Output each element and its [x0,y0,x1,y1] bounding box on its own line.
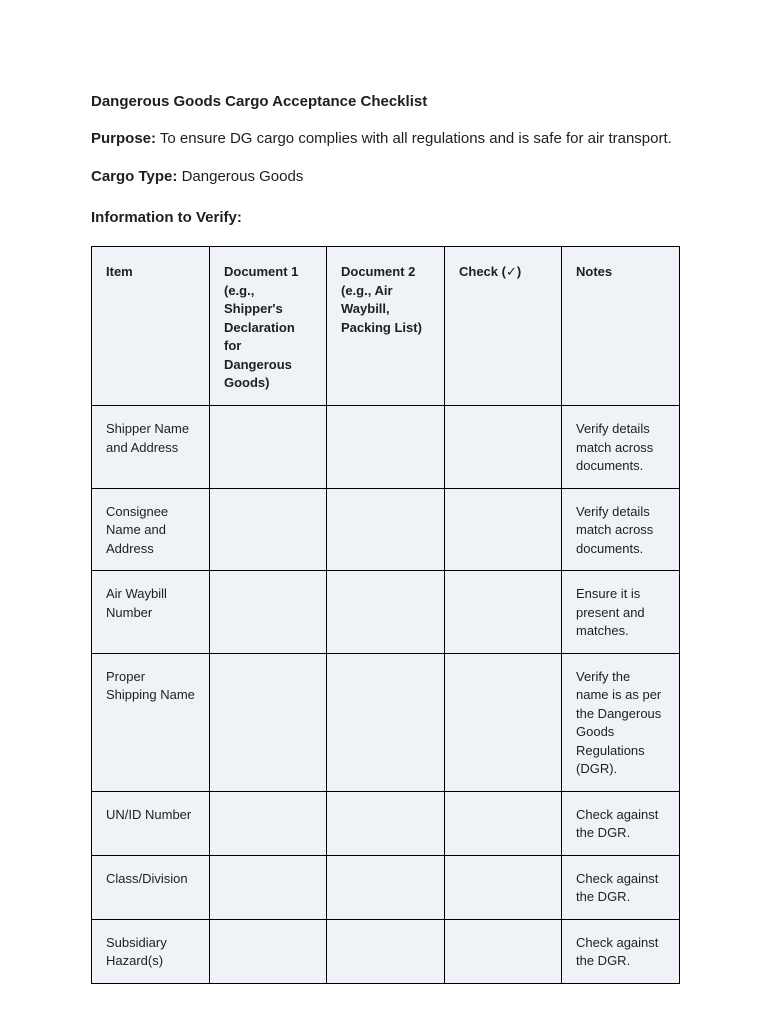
document-1-cell[interactable] [210,855,327,919]
item-cell: Air Waybill Number [92,571,210,654]
purpose-text: To ensure DG cargo complies with all regulations and is safe for air transport. [159,130,672,147]
table-row [92,488,680,571]
notes-cell: Check against the DGR. [562,855,680,919]
document-1-cell[interactable] [210,791,327,855]
notes-cell: Verify details match across documents. [562,406,680,489]
table-row [92,653,680,791]
cargo-type-paragraph [91,166,679,188]
document-1-cell[interactable] [210,406,327,489]
document-page [91,92,679,984]
document-2-cell[interactable] [327,488,445,571]
item-cell: Shipper Name and Address [92,406,210,489]
document-2-cell[interactable] [327,855,445,919]
table-header-row [92,247,680,406]
item-cell: Proper Shipping Name [92,653,210,791]
notes-cell: Ensure it is present and matches. [562,571,680,654]
cargo-type-label: Cargo Type: [91,168,178,185]
document-2-cell[interactable] [327,653,445,791]
item-cell: Class/Division [92,855,210,919]
section-heading: Information to Verify: [91,209,242,226]
item-cell: Consignee Name and Address [92,488,210,571]
table-row [92,791,680,855]
item-cell: Subsidiary Hazard(s) [92,919,210,983]
check-cell[interactable] [445,919,562,983]
check-cell[interactable] [445,406,562,489]
document-2-cell[interactable] [327,919,445,983]
document-1-cell[interactable] [210,488,327,571]
check-cell[interactable] [445,653,562,791]
document-1-cell[interactable] [210,919,327,983]
purpose-label: Purpose: [91,130,157,147]
header-check: Check (✓) [445,247,562,406]
header-document-1: Document 1 (e.g., Shipper's Declaration for Dangerous Goods) [210,247,327,406]
notes-cell: Check against the DGR. [562,791,680,855]
document-2-cell[interactable] [327,571,445,654]
header-notes: Notes [562,247,680,406]
header-item: Item [92,247,210,406]
document-1-cell[interactable] [210,571,327,654]
check-cell[interactable] [445,488,562,571]
table-row [92,571,680,654]
item-cell: UN/ID Number [92,791,210,855]
document-title: Dangerous Goods Cargo Acceptance Checklist [91,93,428,110]
notes-cell: Verify details match across documents. [562,488,680,571]
cargo-type-value: Dangerous Goods [181,168,304,185]
table-body [92,406,680,984]
notes-cell: Verify the name is as per the Dangerous Goods Regulations (DGR). [562,653,680,791]
table-row [92,406,680,489]
document-2-cell[interactable] [327,406,445,489]
check-cell[interactable] [445,791,562,855]
check-cell[interactable] [445,855,562,919]
document-1-cell[interactable] [210,653,327,791]
notes-cell: Check against the DGR. [562,919,680,983]
table-header [92,247,680,406]
header-document-2: Document 2 (e.g., Air Waybill, Packing List) [327,247,445,406]
verification-table [91,246,680,984]
table-row [92,855,680,919]
purpose-paragraph [91,128,679,150]
table-row [92,919,680,983]
check-cell[interactable] [445,571,562,654]
document-2-cell[interactable] [327,791,445,855]
